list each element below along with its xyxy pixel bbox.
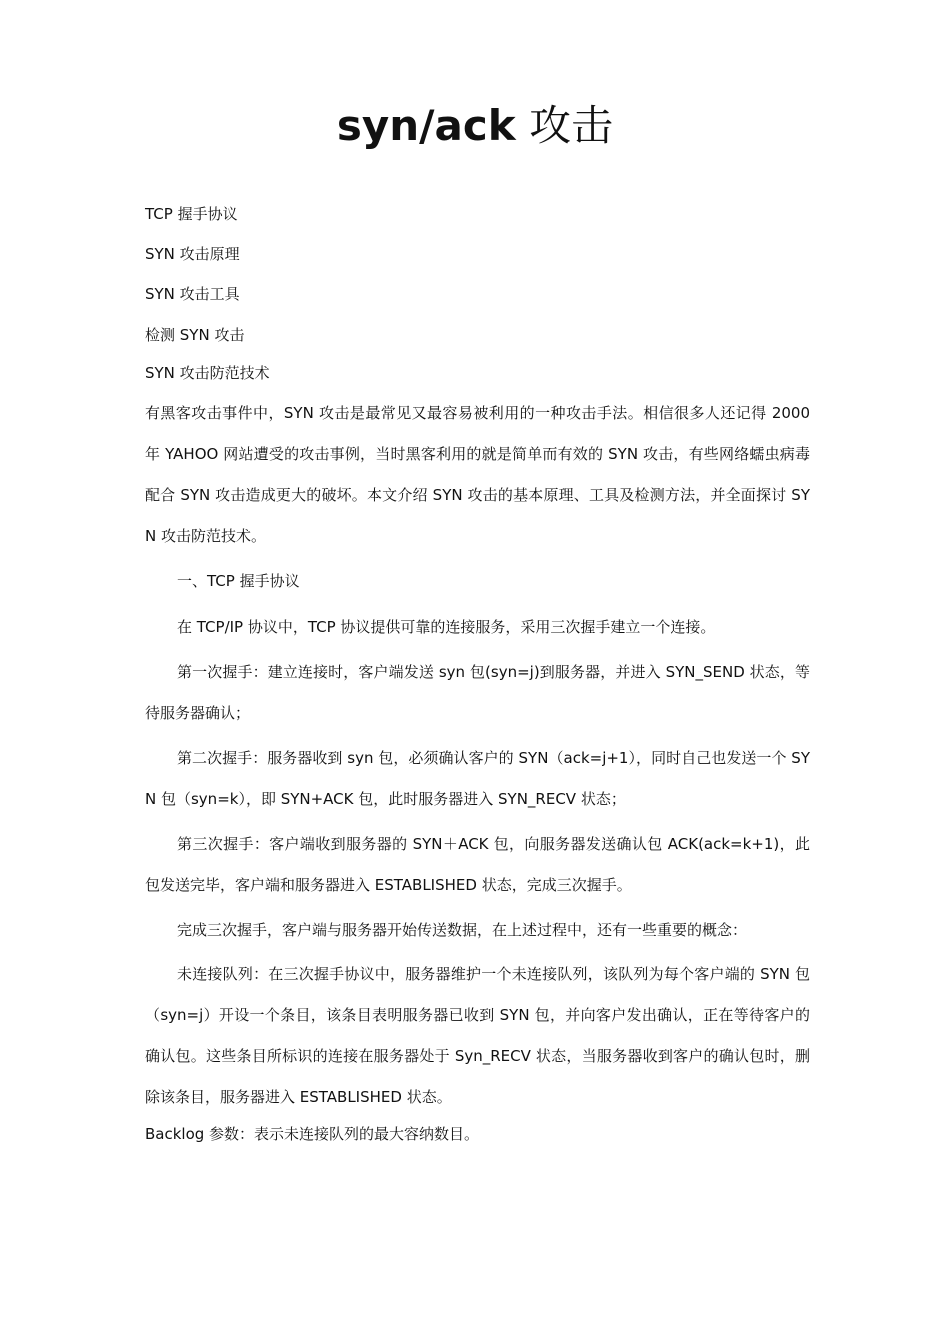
paragraph-complete-handshake: 完成三次握手，客户端与服务器开始传送数据，在上述过程中，还有一些重要的概念： — [177, 921, 748, 939]
paragraph-tcpip: 在 TCP/IP 协议中，TCP 协议提供可靠的连接服务，采用三次握手建立一个连接。 — [177, 618, 716, 636]
title-cjk: 攻击 — [529, 101, 614, 150]
toc-item-syn-defense: SYN 攻击防范技术 — [145, 364, 270, 382]
document-title — [0, 98, 950, 154]
paragraph-third-handshake: 第三次握手：客户端收到服务器的 SYN＋ACK 包，向服务器发送确认包 ACK(ack=k+1)，此包发送完毕，客户端和服务器进入 ESTABLISHED 状态，完成三次握手。 — [145, 835, 810, 894]
title-latin: syn/ack — [336, 101, 516, 150]
toc-item-syn-principle: SYN 攻击原理 — [145, 245, 240, 263]
section-heading-tcp-handshake: 一、TCP 握手协议 — [177, 572, 300, 590]
intro-paragraph: 有黑客攻击事件中，SYN 攻击是最常见又最容易被利用的一种攻击手法。相信很多人还记得 2000 年 YAHOO 网站遭受的攻击事例，当时黑客利用的就是简单而有效的 SYN 攻击，有些网络蠕虫病毒配合 SYN 攻击造成更大的破坏。本文介绍 SYN 攻击的基本原理、工具及检测方法，并全面探讨 SYN 攻击防范技术。 — [145, 404, 810, 545]
paragraph-second-handshake: 第二次握手：服务器收到 syn 包，必须确认客户的 SYN（ack=j+1），同时自己也发送一个 SYN 包（syn=k），即 SYN+ACK 包，此时服务器进入 SYN_RECV 状态； — [145, 749, 810, 808]
toc-item-detect-syn: 检测 SYN 攻击 — [145, 326, 245, 344]
toc-item-syn-tools: SYN 攻击工具 — [145, 285, 240, 303]
paragraph-unconnected-queue: 未连接队列：在三次握手协议中，服务器维护一个未连接队列，该队列为每个客户端的 SYN 包（syn=j）开设一个条目，该条目表明服务器已收到 SYN 包，并向客户发出确认，正在等待客户的确认包。这些条目所标识的连接在服务器处于 Syn_RECV 状态，当服务器收到客户的确认包时，删除该条目，服务器进入 ESTABLISHED 状态。 — [145, 965, 810, 1106]
toc-item-tcp-handshake: TCP 握手协议 — [145, 205, 238, 223]
paragraph-backlog: Backlog 参数：表示未连接队列的最大容纳数目。 — [145, 1125, 480, 1143]
paragraph-first-handshake: 第一次握手：建立连接时，客户端发送 syn 包(syn=j)到服务器，并进入 SYN_SEND 状态，等待服务器确认； — [145, 663, 810, 722]
